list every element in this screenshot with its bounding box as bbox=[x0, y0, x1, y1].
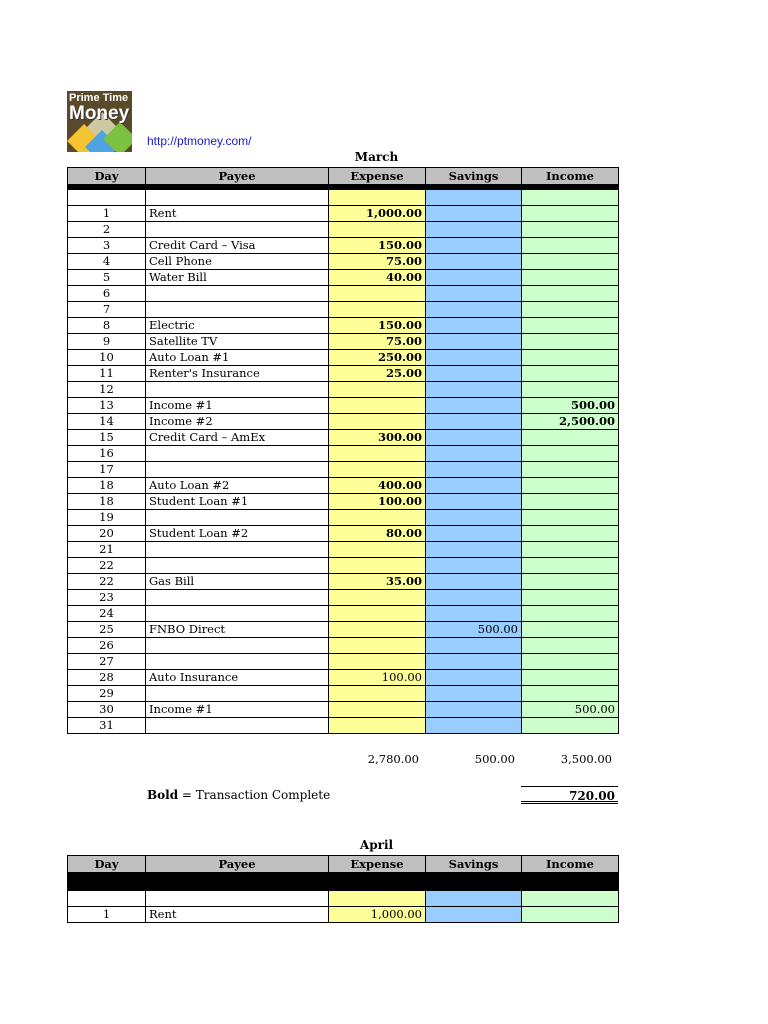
savings-cell[interactable] bbox=[426, 238, 522, 254]
day-cell[interactable]: 16 bbox=[68, 446, 146, 462]
payee-cell[interactable]: Auto Insurance bbox=[146, 670, 329, 686]
expense-cell[interactable] bbox=[329, 382, 426, 398]
column-header-expense: Expense bbox=[329, 168, 426, 185]
table-row bbox=[68, 318, 619, 334]
day-cell[interactable]: 23 bbox=[68, 590, 146, 606]
income-cell[interactable] bbox=[522, 718, 619, 734]
table-row bbox=[68, 638, 619, 654]
table-row bbox=[68, 907, 619, 923]
expense-cell[interactable] bbox=[329, 462, 426, 478]
table-row bbox=[68, 686, 619, 702]
income-cell[interactable] bbox=[522, 494, 619, 510]
savings-cell[interactable] bbox=[426, 254, 522, 270]
income-cell[interactable] bbox=[522, 318, 619, 334]
savings-cell[interactable] bbox=[426, 670, 522, 686]
expense-cell[interactable] bbox=[329, 654, 426, 670]
expense-cell[interactable]: 300.00 bbox=[329, 430, 426, 446]
table-row bbox=[68, 430, 619, 446]
table-row bbox=[68, 891, 619, 907]
prime-time-money-logo bbox=[67, 91, 132, 152]
savings-cell[interactable] bbox=[426, 302, 522, 318]
income-cell[interactable] bbox=[522, 334, 619, 350]
logo-text-line1: Prime Time bbox=[69, 92, 129, 104]
table-row bbox=[68, 238, 619, 254]
legend-bold-word: Bold bbox=[147, 788, 179, 802]
payee-cell[interactable]: Auto Loan #2 bbox=[146, 478, 329, 494]
day-cell[interactable]: 15 bbox=[68, 430, 146, 446]
savings-cell[interactable] bbox=[426, 558, 522, 574]
payee-cell[interactable] bbox=[146, 542, 329, 558]
total-expense: 2,780.00 bbox=[367, 752, 419, 766]
payee-cell[interactable]: Electric bbox=[146, 318, 329, 334]
savings-cell[interactable] bbox=[426, 222, 522, 238]
expense-cell[interactable] bbox=[329, 414, 426, 430]
day-cell[interactable]: 4 bbox=[68, 254, 146, 270]
expense-cell[interactable]: 100.00 bbox=[329, 494, 426, 510]
payee-cell[interactable]: Cell Phone bbox=[146, 254, 329, 270]
income-cell[interactable] bbox=[522, 638, 619, 654]
payee-cell[interactable] bbox=[146, 222, 329, 238]
expense-cell[interactable] bbox=[329, 542, 426, 558]
income-cell[interactable]: 2,500.00 bbox=[522, 414, 619, 430]
savings-cell[interactable] bbox=[426, 430, 522, 446]
expense-cell[interactable]: 1,000.00 bbox=[329, 206, 426, 222]
payee-cell[interactable] bbox=[146, 686, 329, 702]
payee-cell[interactable]: Rent bbox=[146, 907, 329, 923]
payee-cell[interactable]: Auto Loan #1 bbox=[146, 350, 329, 366]
expense-cell[interactable] bbox=[329, 222, 426, 238]
march-ledger-table bbox=[67, 167, 619, 734]
income-cell[interactable] bbox=[522, 590, 619, 606]
income-cell[interactable] bbox=[522, 510, 619, 526]
column-header-savings: Savings bbox=[426, 168, 522, 185]
income-cell[interactable] bbox=[522, 190, 619, 206]
expense-cell[interactable]: 80.00 bbox=[329, 526, 426, 542]
legend bbox=[147, 788, 330, 802]
income-cell[interactable] bbox=[522, 382, 619, 398]
day-cell[interactable]: 27 bbox=[68, 654, 146, 670]
savings-cell[interactable] bbox=[426, 574, 522, 590]
income-cell[interactable] bbox=[522, 907, 619, 923]
april-ledger-table bbox=[67, 855, 619, 923]
payee-cell[interactable]: Rent bbox=[146, 206, 329, 222]
payee-cell[interactable]: Water Bill bbox=[146, 270, 329, 286]
day-cell[interactable]: 19 bbox=[68, 510, 146, 526]
expense-cell[interactable]: 150.00 bbox=[329, 238, 426, 254]
table-row bbox=[68, 622, 619, 638]
income-cell[interactable] bbox=[522, 558, 619, 574]
day-cell[interactable]: 13 bbox=[68, 398, 146, 414]
day-cell[interactable]: 5 bbox=[68, 270, 146, 286]
savings-cell[interactable] bbox=[426, 446, 522, 462]
expense-cell[interactable] bbox=[329, 446, 426, 462]
table-row bbox=[68, 286, 619, 302]
savings-cell[interactable] bbox=[426, 206, 522, 222]
table-row bbox=[68, 542, 619, 558]
expense-cell[interactable] bbox=[329, 891, 426, 907]
table-row bbox=[68, 462, 619, 478]
savings-cell[interactable] bbox=[426, 334, 522, 350]
expense-cell[interactable]: 1,000.00 bbox=[329, 907, 426, 923]
march-rows bbox=[68, 190, 619, 734]
savings-cell[interactable] bbox=[426, 702, 522, 718]
day-cell[interactable]: 31 bbox=[68, 718, 146, 734]
expense-cell[interactable] bbox=[329, 606, 426, 622]
income-cell[interactable] bbox=[522, 670, 619, 686]
table-row bbox=[68, 558, 619, 574]
income-cell[interactable] bbox=[522, 686, 619, 702]
expense-cell[interactable] bbox=[329, 510, 426, 526]
day-cell[interactable]: 29 bbox=[68, 686, 146, 702]
payee-cell[interactable]: FNBO Direct bbox=[146, 622, 329, 638]
table-row bbox=[68, 414, 619, 430]
payee-cell[interactable] bbox=[146, 590, 329, 606]
table-row bbox=[68, 206, 619, 222]
payee-cell[interactable]: Renter's Insurance bbox=[146, 366, 329, 382]
payee-cell[interactable]: Income #1 bbox=[146, 398, 329, 414]
table-row bbox=[68, 366, 619, 382]
table-row bbox=[68, 606, 619, 622]
day-cell[interactable]: 20 bbox=[68, 526, 146, 542]
column-header-day: Day bbox=[68, 168, 146, 185]
day-cell[interactable]: 10 bbox=[68, 350, 146, 366]
expense-cell[interactable]: 150.00 bbox=[329, 318, 426, 334]
expense-cell[interactable] bbox=[329, 558, 426, 574]
day-cell[interactable]: 9 bbox=[68, 334, 146, 350]
table-row bbox=[68, 222, 619, 238]
table-row bbox=[68, 526, 619, 542]
savings-cell[interactable] bbox=[426, 638, 522, 654]
income-cell[interactable] bbox=[522, 286, 619, 302]
savings-cell[interactable] bbox=[426, 542, 522, 558]
expense-cell[interactable] bbox=[329, 190, 426, 206]
payee-cell[interactable]: Gas Bill bbox=[146, 574, 329, 590]
savings-cell[interactable] bbox=[426, 907, 522, 923]
header-row bbox=[68, 856, 619, 873]
income-cell[interactable] bbox=[522, 430, 619, 446]
expense-cell[interactable]: 75.00 bbox=[329, 334, 426, 350]
expense-cell[interactable]: 75.00 bbox=[329, 254, 426, 270]
expense-cell[interactable] bbox=[329, 622, 426, 638]
day-cell[interactable]: 1 bbox=[68, 206, 146, 222]
table-row bbox=[68, 382, 619, 398]
savings-cell[interactable] bbox=[426, 286, 522, 302]
total-income: 3,500.00 bbox=[560, 752, 612, 766]
column-header-income: Income bbox=[522, 856, 619, 873]
column-header-savings: Savings bbox=[426, 856, 522, 873]
savings-cell[interactable] bbox=[426, 654, 522, 670]
day-cell[interactable]: 17 bbox=[68, 462, 146, 478]
savings-cell[interactable]: 500.00 bbox=[426, 622, 522, 638]
payee-cell[interactable] bbox=[146, 510, 329, 526]
expense-cell[interactable] bbox=[329, 702, 426, 718]
income-cell[interactable] bbox=[522, 654, 619, 670]
income-cell[interactable] bbox=[522, 206, 619, 222]
income-cell[interactable] bbox=[522, 222, 619, 238]
day-cell[interactable]: 14 bbox=[68, 414, 146, 430]
day-cell[interactable]: 3 bbox=[68, 238, 146, 254]
income-cell[interactable] bbox=[522, 254, 619, 270]
day-cell[interactable]: 8 bbox=[68, 318, 146, 334]
day-cell[interactable] bbox=[68, 190, 146, 206]
income-cell[interactable] bbox=[522, 478, 619, 494]
table-row bbox=[68, 190, 619, 206]
column-header-income: Income bbox=[522, 168, 619, 185]
expense-cell[interactable] bbox=[329, 286, 426, 302]
payee-cell[interactable] bbox=[146, 190, 329, 206]
savings-cell[interactable] bbox=[426, 270, 522, 286]
savings-cell[interactable] bbox=[426, 478, 522, 494]
expense-cell[interactable]: 250.00 bbox=[329, 350, 426, 366]
income-cell[interactable]: 500.00 bbox=[522, 702, 619, 718]
header-row bbox=[68, 168, 619, 185]
column-header-payee: Payee bbox=[146, 168, 329, 185]
total-savings: 500.00 bbox=[474, 752, 515, 766]
day-cell[interactable]: 11 bbox=[68, 366, 146, 382]
savings-cell[interactable] bbox=[426, 891, 522, 907]
table-row bbox=[68, 510, 619, 526]
income-cell[interactable] bbox=[522, 574, 619, 590]
day-cell[interactable]: 22 bbox=[68, 558, 146, 574]
day-cell[interactable]: 18 bbox=[68, 494, 146, 510]
column-header-day: Day bbox=[68, 856, 146, 873]
day-cell[interactable] bbox=[68, 891, 146, 907]
income-cell[interactable]: 500.00 bbox=[522, 398, 619, 414]
table-row bbox=[68, 254, 619, 270]
day-cell[interactable]: 6 bbox=[68, 286, 146, 302]
expense-cell[interactable]: 35.00 bbox=[329, 574, 426, 590]
savings-cell[interactable] bbox=[426, 398, 522, 414]
payee-cell[interactable] bbox=[146, 891, 329, 907]
table-row bbox=[68, 590, 619, 606]
payee-cell[interactable]: Student Loan #2 bbox=[146, 526, 329, 542]
expense-cell[interactable] bbox=[329, 638, 426, 654]
table-row bbox=[68, 478, 619, 494]
logo-text-line2: Money bbox=[69, 103, 130, 124]
march-title: March bbox=[354, 150, 399, 164]
table-row bbox=[68, 270, 619, 286]
table-row bbox=[68, 446, 619, 462]
payee-cell[interactable] bbox=[146, 462, 329, 478]
income-cell[interactable] bbox=[522, 270, 619, 286]
payee-cell[interactable] bbox=[146, 286, 329, 302]
savings-cell[interactable] bbox=[426, 590, 522, 606]
legend-text: = Transaction Complete bbox=[178, 788, 331, 802]
income-cell[interactable] bbox=[522, 302, 619, 318]
payee-cell[interactable] bbox=[146, 606, 329, 622]
income-cell[interactable] bbox=[522, 350, 619, 366]
income-cell[interactable] bbox=[522, 606, 619, 622]
table-row bbox=[68, 302, 619, 318]
savings-cell[interactable] bbox=[426, 718, 522, 734]
day-cell[interactable]: 30 bbox=[68, 702, 146, 718]
day-cell[interactable]: 18 bbox=[68, 478, 146, 494]
table-row bbox=[68, 702, 619, 718]
payee-cell[interactable] bbox=[146, 302, 329, 318]
day-cell[interactable]: 21 bbox=[68, 542, 146, 558]
table-row bbox=[68, 350, 619, 366]
savings-cell[interactable] bbox=[426, 350, 522, 366]
payee-cell[interactable] bbox=[146, 446, 329, 462]
savings-cell[interactable] bbox=[426, 510, 522, 526]
april-rows bbox=[68, 891, 619, 923]
expense-cell[interactable]: 100.00 bbox=[329, 670, 426, 686]
expense-cell[interactable] bbox=[329, 686, 426, 702]
payee-cell[interactable] bbox=[146, 382, 329, 398]
day-cell[interactable]: 12 bbox=[68, 382, 146, 398]
day-cell[interactable]: 7 bbox=[68, 302, 146, 318]
table-row bbox=[68, 670, 619, 686]
payee-cell[interactable]: Satellite TV bbox=[146, 334, 329, 350]
income-cell[interactable] bbox=[522, 622, 619, 638]
expense-cell[interactable] bbox=[329, 398, 426, 414]
day-cell[interactable]: 25 bbox=[68, 622, 146, 638]
payee-cell[interactable] bbox=[146, 558, 329, 574]
payee-cell[interactable]: Income #1 bbox=[146, 702, 329, 718]
april-title: April bbox=[359, 838, 394, 852]
income-cell[interactable] bbox=[522, 526, 619, 542]
table-row bbox=[68, 718, 619, 734]
income-cell[interactable] bbox=[522, 542, 619, 558]
payee-cell[interactable]: Income #2 bbox=[146, 414, 329, 430]
day-cell[interactable]: 2 bbox=[68, 222, 146, 238]
expense-cell[interactable] bbox=[329, 718, 426, 734]
column-header-payee: Payee bbox=[146, 856, 329, 873]
payee-cell[interactable] bbox=[146, 654, 329, 670]
net-total: 720.00 bbox=[521, 786, 618, 804]
day-cell[interactable]: 26 bbox=[68, 638, 146, 654]
table-row bbox=[68, 398, 619, 414]
day-cell[interactable]: 22 bbox=[68, 574, 146, 590]
table-row bbox=[68, 494, 619, 510]
payee-cell[interactable]: Credit Card – Visa bbox=[146, 238, 329, 254]
savings-cell[interactable] bbox=[426, 462, 522, 478]
expense-cell[interactable]: 40.00 bbox=[329, 270, 426, 286]
savings-cell[interactable] bbox=[426, 366, 522, 382]
savings-cell[interactable] bbox=[426, 414, 522, 430]
savings-cell[interactable] bbox=[426, 382, 522, 398]
savings-cell[interactable] bbox=[426, 190, 522, 206]
savings-cell[interactable] bbox=[426, 494, 522, 510]
site-link[interactable]: http://ptmoney.com/ bbox=[147, 134, 252, 148]
expense-cell[interactable]: 25.00 bbox=[329, 366, 426, 382]
savings-cell[interactable] bbox=[426, 526, 522, 542]
income-cell[interactable] bbox=[522, 238, 619, 254]
day-cell[interactable]: 1 bbox=[68, 907, 146, 923]
savings-cell[interactable] bbox=[426, 318, 522, 334]
payee-cell[interactable] bbox=[146, 718, 329, 734]
payee-cell[interactable]: Credit Card – AmEx bbox=[146, 430, 329, 446]
expense-cell[interactable]: 400.00 bbox=[329, 478, 426, 494]
column-header-expense: Expense bbox=[329, 856, 426, 873]
table-row bbox=[68, 654, 619, 670]
table-row bbox=[68, 574, 619, 590]
expense-cell[interactable] bbox=[329, 302, 426, 318]
expense-cell[interactable] bbox=[329, 590, 426, 606]
payee-cell[interactable]: Student Loan #1 bbox=[146, 494, 329, 510]
table-row bbox=[68, 334, 619, 350]
day-cell[interactable]: 24 bbox=[68, 606, 146, 622]
savings-cell[interactable] bbox=[426, 686, 522, 702]
income-cell[interactable] bbox=[522, 462, 619, 478]
income-cell[interactable] bbox=[522, 891, 619, 907]
income-cell[interactable] bbox=[522, 446, 619, 462]
income-cell[interactable] bbox=[522, 366, 619, 382]
payee-cell[interactable] bbox=[146, 638, 329, 654]
day-cell[interactable]: 28 bbox=[68, 670, 146, 686]
header-separator bbox=[68, 873, 619, 891]
savings-cell[interactable] bbox=[426, 606, 522, 622]
